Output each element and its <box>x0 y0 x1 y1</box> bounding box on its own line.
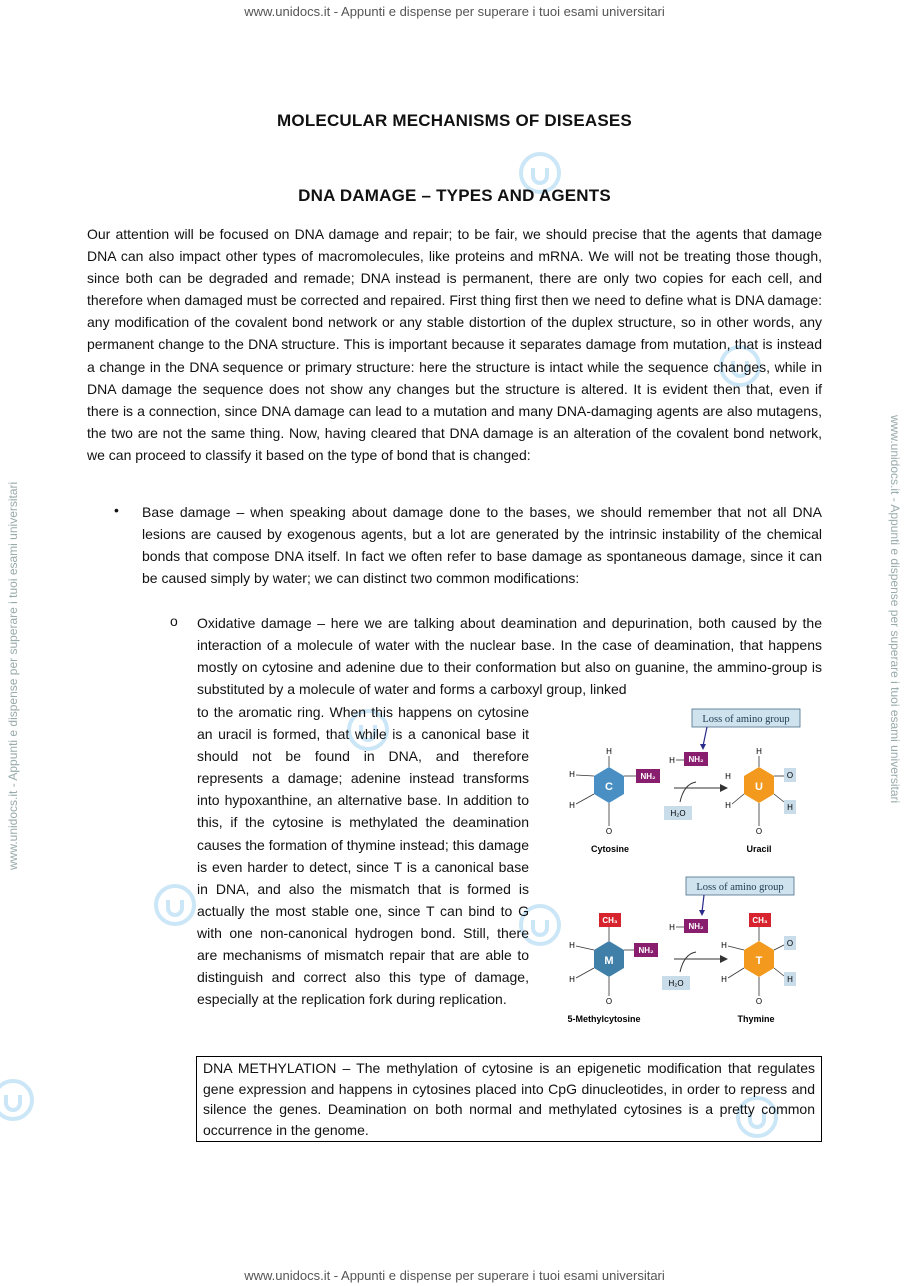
bullet-marker: • <box>114 502 119 518</box>
uracil-letter: U <box>755 781 763 793</box>
sub-bullet-marker: o <box>170 613 178 629</box>
svg-text:NH₂: NH₂ <box>638 946 654 955</box>
svg-text:H: H <box>756 747 762 756</box>
intro-paragraph: Our attention will be focused on DNA damage and repair; to be fair, we should precise that the agents that damage DNA can also impact other types of macromolecules, like proteins and mRNA. We will not be treating those though, since both can be degraded and remade; DNA instead is permanent, there are only two copies for each cell, and therefore when damaged must be corrected and repaired. First thing first then we need to define what is DNA damage: any modification of the covalent bond network or any stable distortion of the duplex structure, so in other words, any permanent change to the DNA structure. This is important because it separates damage from mutation, that is instead a change in the DNA sequence or primary structure: here the structure is intact while the sequence changes, while in DNA damage the sequence does not show any changes but the structure is altered. It is evident then that, even if there is a connection, since DNA damage can lead to a mutation and many DNA-damaging agents are also mutagens, the two are not the same thing. Now, having cleared that DNA damage is an alteration of the covalent bond network, we can proceed to classify it based on the type of bond that is changed: <box>87 226 822 463</box>
svg-text:H: H <box>569 801 575 810</box>
deamination-figure <box>562 700 824 1030</box>
svg-text:H: H <box>787 803 793 812</box>
svg-text:O: O <box>755 827 763 836</box>
svg-text:H₂O: H₂O <box>668 979 684 988</box>
svg-text:H: H <box>569 975 575 984</box>
svg-text:O: O <box>605 827 613 836</box>
svg-text:H: H <box>669 923 675 932</box>
callout-loss-amino-group: Loss of amino group <box>696 882 784 893</box>
svg-text:H: H <box>669 756 675 765</box>
header-banner: www.unidocs.it - Appunti e dispense per superare i tuoi esami universitari <box>244 4 665 19</box>
panel-cytosine-to-uracil <box>569 709 800 854</box>
side-banner-right: www.unidocs.it - Appunti e dispense per superare i tuoi esami universitari <box>888 415 902 804</box>
thymine-letter: T <box>755 955 763 967</box>
water-label: H₂O <box>670 809 686 818</box>
methylcytosine-label: 5-Methylcytosine <box>567 1014 641 1024</box>
svg-text:H: H <box>721 975 727 984</box>
sub-bullet-oxidative-damage: Oxidative damage – here we are talking about deamination and depurination, both caused by the interaction of a molecule of water with the nuclear base. In the case of deamination, that happens mostly on cytosine and adenine due to their conformation but also on guanine, the ammino-group is substituted by a molecule of water and forms a carboxyl group, linked <box>197 615 822 698</box>
cytosine-letter: C <box>605 781 613 793</box>
side-banner-left: www.unidocs.it - Appunti e dispense per superare i tuoi esami universitari <box>6 481 20 870</box>
thymine-label: Thymine <box>737 1014 775 1024</box>
footer-banner: www.unidocs.it - Appunti e dispense per superare i tuoi esami universitari <box>244 1268 665 1283</box>
sub-bullet-oxidative-damage-continued: to the aromatic ring. When this happens on cytosine an uracil is formed, that while is a canonical base it should not be found in DNA, and therefore represents a damage; adenine instead transforms into hypoxanthine, an alternative base. In addition to this, if the cytosine is methylated the deamination causes the formation of thymine instead; this damage is even harder to detect, since T is a canonical base in DNA, and also the mismatch that is formed is actually the most stable one, since T can bind to G with one non-canonical hydrogen bond. Still, there are mechanisms of mismatch repair that are able to distinguish and correct also this type of damage, especially at the replication fork during replication. <box>197 704 529 1008</box>
svg-text:O: O <box>786 939 794 948</box>
svg-text:H: H <box>569 941 575 950</box>
svg-text:CH₃: CH₃ <box>602 916 618 925</box>
svg-text:H: H <box>787 975 793 984</box>
watermark-logo-icon <box>150 880 200 930</box>
dna-methylation-note: DNA METHYLATION – The methylation of cytosine is an epigenetic modification that regulates gene expression and happens in cytosines placed into CpG dinucleotides, in order to repress and silence the genes. Deamination on both normal and methylated cytosines is a pretty common occurrence in the genome. <box>196 1056 822 1142</box>
cytosine-label: Cytosine <box>590 844 630 854</box>
svg-text:H: H <box>725 801 731 810</box>
svg-text:H: H <box>569 770 575 779</box>
svg-text:O: O <box>786 771 794 780</box>
page-title: MOLECULAR MECHANISMS OF DISEASES <box>277 111 632 130</box>
svg-text:NH₂: NH₂ <box>688 922 704 931</box>
watermark-logo-icon <box>0 1075 38 1125</box>
callout-loss-amino-group: Loss of amino group <box>702 714 790 725</box>
uracil-label: Uracil <box>746 844 772 854</box>
panel-methylcytosine-to-thymine <box>567 877 796 1024</box>
svg-text:H: H <box>721 941 727 950</box>
svg-text:H: H <box>606 747 612 756</box>
svg-text:NH₂: NH₂ <box>640 772 656 781</box>
svg-text:H: H <box>725 772 731 781</box>
svg-text:NH₂: NH₂ <box>688 755 704 764</box>
svg-text:O: O <box>605 997 613 1006</box>
section-title: DNA DAMAGE – TYPES AND AGENTS <box>298 186 611 205</box>
bullet-base-damage: Base damage – when speaking about damage done to the bases, we should remember that not all DNA lesions are caused by exogenous agents, but a lot are generated by the intrinsic instability of the chemical bonds that compose DNA itself. In fact we often refer to base damage as spontaneous damage, since it can be caused simply by water; we can distinct two common modifications: <box>142 504 822 587</box>
svg-text:O: O <box>755 997 763 1006</box>
methylcytosine-letter: M <box>604 955 614 967</box>
svg-text:CH₃: CH₃ <box>752 916 768 925</box>
